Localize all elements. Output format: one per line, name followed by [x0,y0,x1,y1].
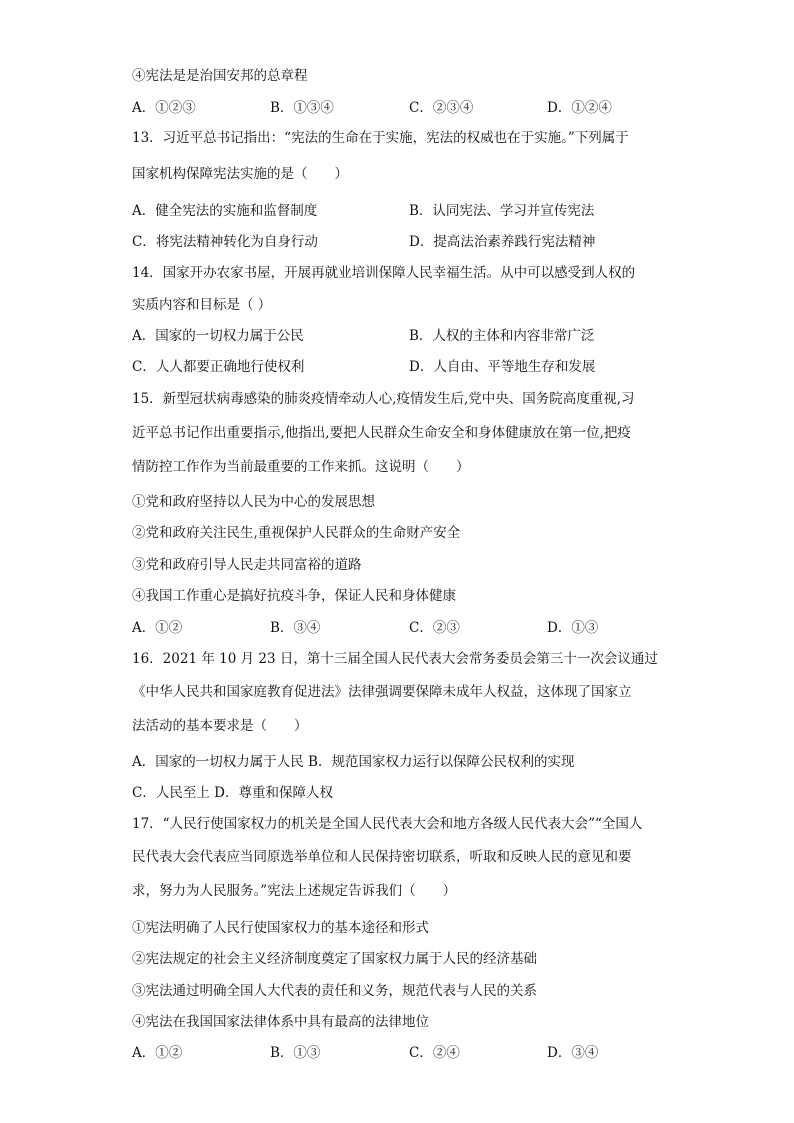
q12-option-b[interactable]: B．①③④ [270,100,334,116]
q15-statement-2: ②党和政府关注民生,重视保护人民群众的生命财产安全 [132,525,461,541]
q15-stem-line2: 近平总书记作出重要指示,他指出,要把人民群众生命安全和身体健康放在第一位,把疫 [132,425,631,441]
q16-stem-line2: 《中华人民共和国家庭教育促进法》法律强调要保障未成年人权益，这体现了国家立 [132,684,632,700]
q14-stem-line2: 实质内容和目标是（ ） [132,297,272,313]
q15-statement-4: ④我国工作重心是搞好抗疫斗争，保证人民和身体健康 [132,588,456,604]
q15-option-c[interactable]: C．②③ [409,620,460,636]
q15-stem-line1: 15．新型冠状病毒感染的肺炎疫情牵动人心,疫情发生后,党中央、国务院高度重视,习 [132,391,635,407]
q14-option-b[interactable]: B．人权的主体和内容非常广泛 [409,328,595,344]
q17-statement-2: ②宪法规定的社会主义经济制度奠定了国家权力属于人民的经济基础 [132,951,537,967]
q17-stem-line3: 求，努力为人民服务。”宪法上述规定告诉我们（ ） [132,883,457,899]
q16-options-line2[interactable]: C．人民至上 D．尊重和保障人权 [132,785,333,801]
q15-stem-line3: 情防控工作作为当前最重要的工作来抓。这说明（ ） [132,459,470,475]
q14-option-c[interactable]: C．人人都要正确地行使权利 [132,359,305,375]
q17-option-a[interactable]: A．①② [132,1045,183,1061]
q17-statement-1: ①宪法明确了人民行使国家权力的基本途径和形式 [132,920,429,936]
q15-statement-1: ①党和政府坚持以人民为中心的发展思想 [132,494,375,510]
q17-stem-line2: 民代表大会代表应当同原选举单位和人民保持密切联系，听取和反映人民的意见和要 [132,849,632,865]
q13-option-a[interactable]: A．健全宪法的实施和监督制度 [132,203,318,219]
q17-option-b[interactable]: B．①③ [270,1045,321,1061]
q13-option-c[interactable]: C．将宪法精神转化为自身行动 [132,234,318,250]
q14-option-d[interactable]: D．人自由、平等地生存和发展 [409,359,596,375]
q13-stem-line2: 国家机构保障宪法实施的是（ ） [132,166,348,182]
q17-statement-4: ④宪法在我国国家法律体系中具有最高的法律地位 [132,1014,429,1030]
q17-statement-3: ③宪法通过明确全国人大代表的责任和义务，规范代表与人民的关系 [132,983,537,999]
q12-statement-4: ④宪法是是治国安邦的总章程 [132,68,308,84]
q17-option-c[interactable]: C．②④ [409,1045,460,1061]
q12-option-d[interactable]: D．①②④ [547,100,612,116]
q13-option-d[interactable]: D．提高法治素养践行宪法精神 [409,234,596,250]
q15-option-d[interactable]: D．①③ [547,620,599,636]
q15-statement-3: ③党和政府引导人民走共同富裕的道路 [132,557,362,573]
q16-options-line1[interactable]: A．国家的一切权力属于人民 B．规范国家权力运行以保障公民权利的实现 [132,754,575,770]
q14-option-a[interactable]: A．国家的一切权力属于公民 [132,328,304,344]
q16-stem-line1: 16．2021 年 10 月 23 日，第十三届全国人民代表大会常务委员会第三十一次会议通过 [132,651,658,667]
q13-option-b[interactable]: B．认同宪法、学习并宣传宪法 [409,203,595,219]
q16-stem-line3: 法活动的基本要求是（ ） [132,718,308,734]
q13-stem-line1: 13．习近平总书记指出：“宪法的生命在于实施，宪法的权威也在于实施。”下列属于 [132,130,629,146]
q14-stem-line1: 14．国家开办农家书屋，开展再就业培训保障人民幸福生活。从中可以感受到人权的 [132,265,636,281]
q15-option-b[interactable]: B．③④ [270,620,321,636]
q15-option-a[interactable]: A．①② [132,620,183,636]
q17-stem-line1: 17．“人民行使国家权力的机关是全国人民代表大会和地方各级人民代表大会”“全国人 [132,816,643,832]
q17-option-d[interactable]: D．③④ [547,1045,599,1061]
q12-option-c[interactable]: C．②③④ [409,100,474,116]
q12-option-a[interactable]: A．①②③ [132,100,196,116]
